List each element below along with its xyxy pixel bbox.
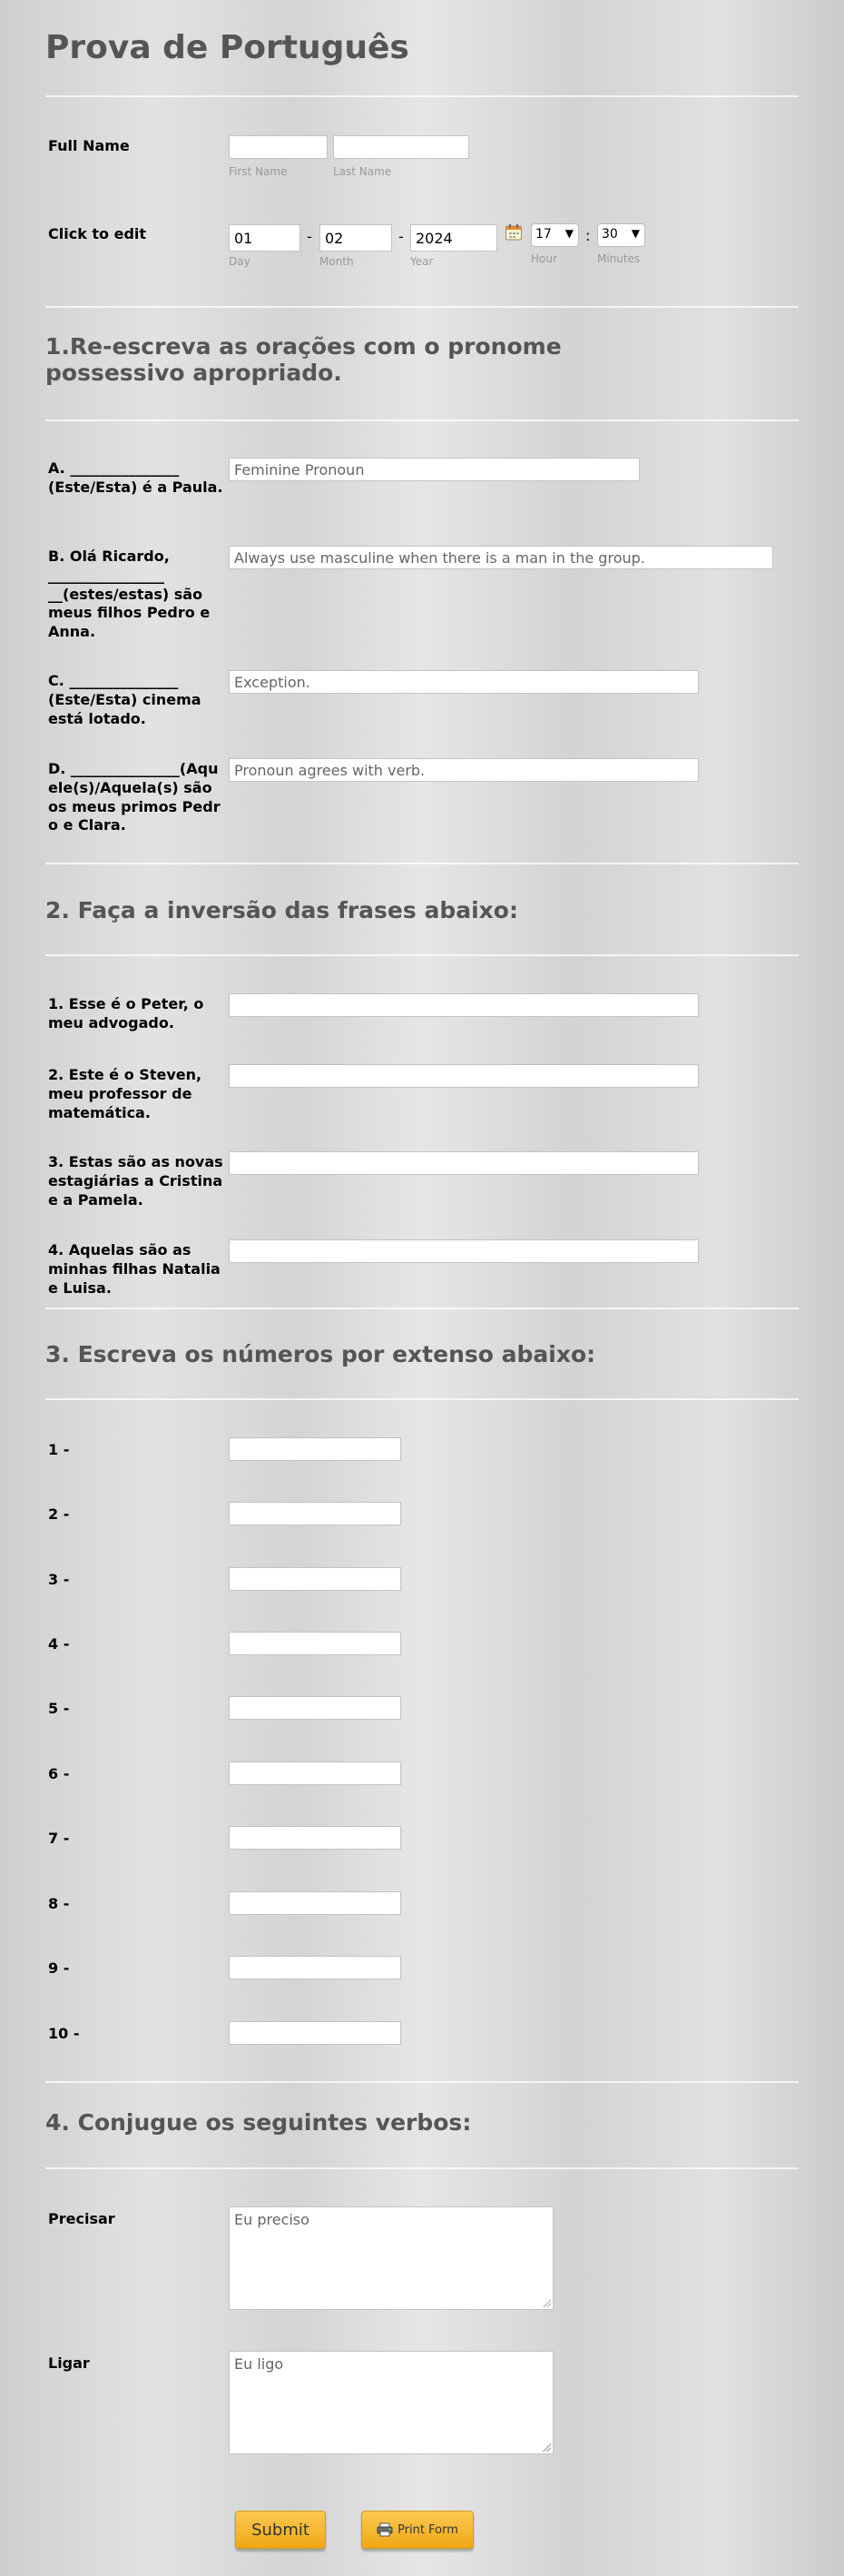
verb-precisar-textarea[interactable] (229, 2206, 554, 2310)
question-a-label: A. _______________ (Este/Esta) é a Paula. (48, 459, 223, 496)
section4-title: 4. Conjugue os seguintes verbos: (45, 2109, 472, 2136)
date-separator: - (307, 228, 312, 245)
question-d-label: D. _______________(Aquele(s)/Aquela(s) são os meus primos Pedro e Clara. (48, 760, 221, 834)
answer-a-input[interactable]: Feminine Pronoun (229, 458, 640, 481)
number-9-input[interactable] (229, 1956, 401, 1979)
number-5-input[interactable] (229, 1696, 401, 1720)
hour-sublabel: Hour (531, 252, 557, 265)
calendar-icon[interactable] (505, 223, 523, 242)
number-8-label: 8 - (48, 1895, 70, 1912)
full-name-label: Full Name (48, 137, 130, 154)
inversion-2-input[interactable] (229, 1064, 699, 1088)
month-input[interactable]: 02 (319, 224, 392, 252)
inversion-3-input[interactable] (229, 1151, 699, 1175)
number-2-label: 2 - (48, 1505, 70, 1523)
answer-b-input[interactable]: Always use masculine when there is a man in the group. (229, 546, 773, 569)
chevron-down-icon: ▼ (631, 227, 640, 240)
answer-c-input[interactable]: Exception. (229, 670, 699, 694)
divider (45, 1308, 799, 1309)
year-sublabel: Year (410, 255, 434, 268)
number-5-label: 5 - (48, 1700, 70, 1717)
form-title: Prova de Português (45, 29, 409, 66)
submit-button[interactable]: Submit (235, 2511, 326, 2549)
inversion-2-label: 2. Este é o Steven, meu professor de matemática. (48, 1066, 202, 1121)
first-name-sublabel: First Name (229, 165, 288, 178)
divider (45, 863, 799, 864)
first-name-input[interactable] (229, 135, 328, 159)
number-2-input[interactable] (229, 1502, 401, 1525)
minute-value: 30 (602, 227, 618, 242)
number-10-label: 10 - (48, 2025, 80, 2042)
divider (45, 419, 799, 421)
number-4-input[interactable] (229, 1632, 401, 1655)
last-name-sublabel: Last Name (333, 165, 392, 178)
number-4-label: 4 - (48, 1635, 70, 1653)
resize-handle[interactable] (542, 2443, 551, 2452)
number-9-label: 9 - (48, 1959, 70, 1977)
number-3-input[interactable] (229, 1567, 401, 1591)
verb-ligar-placeholder: Eu ligo (234, 2355, 284, 2373)
number-1-label: 1 - (48, 1441, 70, 1458)
time-separator: : (585, 227, 591, 244)
year-input[interactable]: 2024 (410, 224, 497, 252)
chevron-down-icon: ▼ (564, 227, 574, 240)
number-6-label: 6 - (48, 1765, 70, 1782)
number-1-input[interactable] (229, 1437, 401, 1461)
day-sublabel: Day (229, 255, 250, 268)
minutes-sublabel: Minutes (597, 252, 641, 265)
printer-icon (377, 2522, 393, 2537)
number-7-label: 7 - (48, 1830, 70, 1847)
day-input[interactable]: 01 (229, 224, 300, 252)
divider (45, 2167, 799, 2169)
verb-ligar-textarea[interactable] (229, 2351, 554, 2454)
number-7-input[interactable] (229, 1826, 401, 1850)
inversion-4-input[interactable] (229, 1239, 699, 1263)
divider (45, 306, 799, 308)
inversion-1-input[interactable] (229, 993, 699, 1017)
section1-title: 1.Re-escreva as orações com o pronome possessivo apropriado. (45, 333, 562, 386)
verb-precisar-label: Precisar (48, 2210, 115, 2227)
question-c-label: C. _______________ (Este/Esta) cinema está lotado. (48, 672, 201, 727)
hour-select[interactable] (531, 223, 579, 247)
print-form-label: Print Form (397, 2522, 458, 2537)
last-name-input[interactable] (333, 135, 469, 159)
inversion-4-label: 4. Aquelas são as minhas filhas Natalia e Luisa. (48, 1241, 221, 1297)
print-form-button[interactable] (361, 2511, 474, 2549)
inversion-3-label: 3. Estas são as novas estagiárias a Cristina e a Pamela. (48, 1153, 223, 1209)
date-separator: - (398, 228, 404, 245)
number-3-label: 3 - (48, 1571, 70, 1588)
minute-select[interactable] (597, 223, 645, 247)
divider (45, 1398, 799, 1400)
hour-value: 17 (535, 227, 552, 242)
answer-d-input[interactable]: Pronoun agrees with verb. (229, 758, 699, 782)
number-8-input[interactable] (229, 1891, 401, 1915)
section3-title: 3. Escreva os números por extenso abaixo: (45, 1341, 596, 1367)
verb-precisar-placeholder: Eu preciso (234, 2211, 309, 2228)
divider (45, 95, 799, 97)
resize-handle[interactable] (542, 2298, 551, 2307)
number-10-input[interactable] (229, 2021, 401, 2045)
question-b-label: B. Olá Ricardo, ________________ __(estes/estas) são meus filhos Pedro e Anna. (48, 548, 211, 641)
divider (45, 954, 799, 956)
section2-title: 2. Faça a inversão das frases abaixo: (45, 897, 518, 923)
month-sublabel: Month (319, 255, 354, 268)
datetime-label: Click to edit (48, 225, 147, 242)
inversion-1-label: 1. Esse é o Peter, o meu advogado. (48, 995, 204, 1031)
number-6-input[interactable] (229, 1762, 401, 1785)
divider (45, 2081, 799, 2083)
verb-ligar-label: Ligar (48, 2354, 90, 2372)
